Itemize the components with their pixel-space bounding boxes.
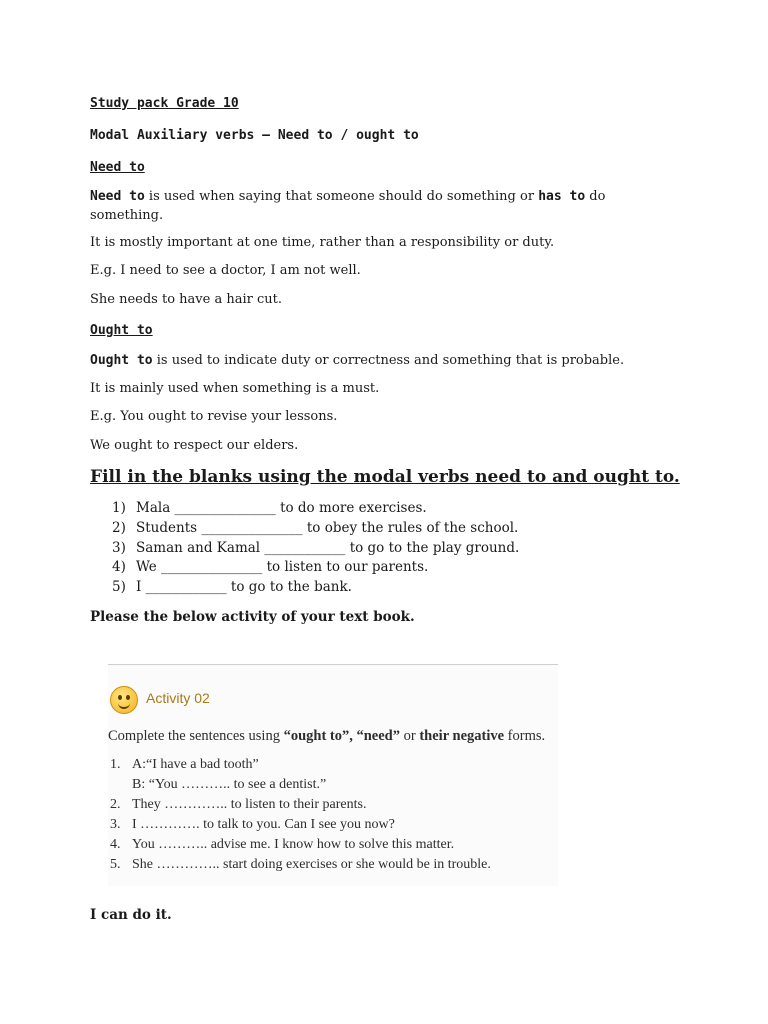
need-to-example-1: E.g. I need to see a doctor, I am not well. [90,263,361,278]
ought-to-example-2: We ought to respect our elders. [90,438,299,453]
need-to-def-line2: something. [90,208,164,223]
activity-item: 4. You ……….. advise me. I know how to solve this matter. [110,837,455,852]
exercise-item: 4) We _______________ to listen to our parents. [112,559,429,575]
page-subtitle: Modal Auxiliary verbs – Need to / ought to [90,128,419,143]
exercise-item: 1) Mala _______________ to do more exercises. [112,500,427,516]
exercise-item: 5) I ____________ to go to the bank. [112,579,352,595]
need-to-heading: Need to [90,160,145,175]
closing-line: I can do it. [90,907,172,923]
need-to-term: Need to [90,189,145,204]
activity-item: 5. She ………….. start doing exercises or she would be in trouble. [110,857,491,872]
exercise-heading: Fill in the blanks using the modal verbs need to and ought to. [90,467,680,487]
activity-item: 1. A:“I have a bad tooth” [110,757,259,772]
exercise-item: 2) Students _______________ to obey the rules of the school. [112,520,519,536]
ought-to-heading: Ought to [90,323,153,338]
has-to-term: has to [538,189,586,204]
please-instruction: Please the below activity of your text book. [90,609,415,625]
ought-to-term: Ought to [90,353,153,368]
divider [108,664,558,665]
need-to-def-end: do [585,189,606,204]
activity-item: 2. They ………….. to listen to their parents. [110,797,367,812]
ought-to-def-rest: is used to indicate duty or correctness and something that is probable. [152,353,625,368]
activity-image [108,664,558,886]
exercise-item: 3) Saman and Kamal ____________ to go to the play ground. [112,540,520,556]
need-to-example-2: She needs to have a hair cut. [90,292,282,307]
ought-to-example-1: E.g. You ought to revise your lessons. [90,409,338,424]
activity-instruction: Complete the sentences using “ought to”, “need” or their negative forms. [108,728,546,744]
page-title: Study pack Grade 10 [90,96,239,111]
activity-item: 3. I …………. to talk to you. Can I see you now? [110,817,395,832]
need-to-definition [90,188,605,206]
ought-to-definition [90,352,624,370]
activity-title: Activity 02 [146,690,210,706]
ought-to-mainly: It is mainly used when something is a must. [90,381,380,396]
need-to-mostly: It is mostly important at one time, rather than a responsibility or duty. [90,235,555,250]
activity-item: B: “You ……….. to see a dentist.” [132,777,327,792]
smiley-icon [110,686,138,714]
need-to-def-mid: is used when saying that someone should do something or [144,189,539,204]
